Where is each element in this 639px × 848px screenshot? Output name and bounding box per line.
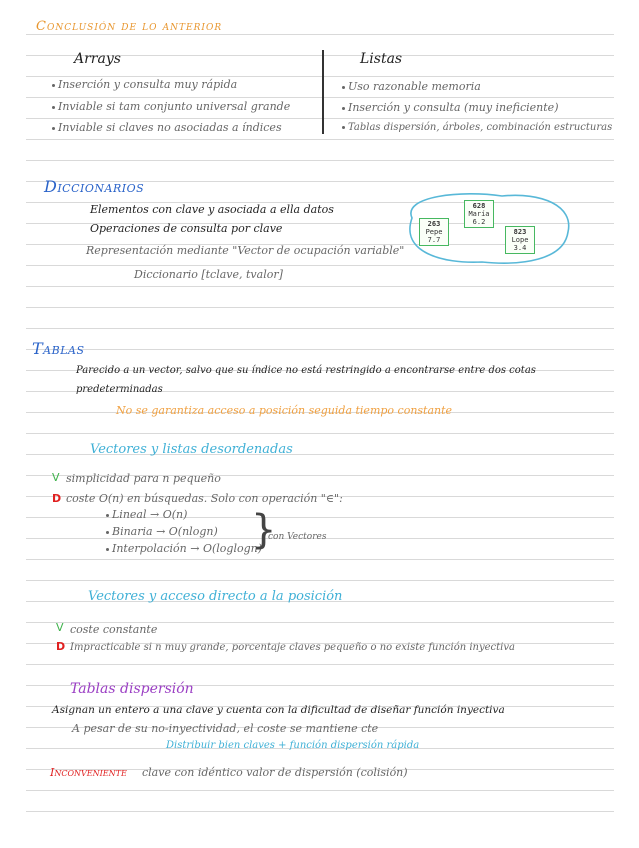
dict-entry-box (464, 200, 494, 228)
bullet-icon (106, 531, 109, 534)
dict-entry-name: Pepe (425, 228, 443, 236)
arrays-item-text: Inviable si tam conjunto universal grande (58, 100, 291, 113)
dict-entry-key: 628 (472, 202, 486, 210)
ruled-line (26, 160, 614, 161)
ruled-line (26, 139, 614, 140)
dict-entry-name: Lope (511, 236, 529, 244)
ruled-line (26, 790, 614, 791)
dict-entry-key: 823 (513, 228, 527, 236)
ruled-line (26, 307, 614, 308)
ruled-line (26, 76, 614, 77)
dict-entry-box (505, 226, 535, 254)
section-title-dispersion: Tablas dispersión (70, 681, 194, 697)
dict-entry-key: 263 (427, 220, 441, 228)
ruled-line (26, 97, 614, 98)
dict-entry-name: María (468, 210, 490, 218)
listas-item (342, 101, 559, 114)
dispersion-line: Asignan un entero a una clave y cuenta con la dificultad de diseñar función inyectiva (52, 704, 505, 716)
section-title-diccionarios: Diccionarios (44, 177, 145, 196)
bullet-icon (106, 514, 109, 517)
tablas-line: predeterminadas (76, 384, 163, 395)
listas-item-text: Inserción y consulta (muy ineficiente) (348, 101, 559, 114)
brace-label: con Vectores (268, 532, 327, 542)
listas-item-text: Uso razonable memoria (348, 80, 481, 93)
bullet-icon (106, 548, 109, 551)
column-divider (322, 50, 324, 134)
arrays-item-text: Inserción y consulta muy rápida (58, 78, 238, 91)
bullet-icon (342, 126, 345, 129)
diccionarios-line: Elementos con clave y asociada a ella datos (90, 203, 334, 216)
dict-entry-box (419, 218, 449, 246)
ruled-line (26, 664, 614, 665)
tablas-line: Parecido a un vector, salvo que su índice no está restringido a encontrarse entre dos cotas (76, 365, 536, 376)
ruled-line (26, 433, 614, 434)
advantage-text: coste constante (70, 623, 158, 636)
bullet-icon (342, 86, 345, 89)
inconvenience-text: clave con idéntico valor de dispersión (colisión) (142, 766, 408, 779)
arrays-item (52, 100, 290, 113)
subsection-title: Vectores y listas desordenadas (90, 442, 293, 457)
ruled-line (26, 286, 614, 287)
disadvantage-text: coste O(n) en búsquedas. Solo con operación "∈": (66, 492, 343, 505)
arrays-item (52, 78, 237, 91)
arrays-item (52, 121, 282, 134)
bullet-icon (342, 107, 345, 110)
diccionarios-line: Operaciones de consulta por clave (90, 222, 283, 235)
disadvantage-mark: D (52, 492, 62, 505)
ruled-line (26, 349, 614, 350)
ruled-line (26, 811, 614, 812)
complexity-item-text: Binaria → O(nlogn) (112, 525, 218, 538)
listas-item (342, 121, 612, 134)
arrays-item-text: Inviable si claves no asociadas a índices (58, 121, 282, 134)
disadvantage-text: Impracticable si n muy grande, porcentaje claves pequeño o no existe función inyectiva (70, 642, 515, 653)
listas-item (342, 80, 481, 93)
complexity-item (106, 525, 218, 538)
bullet-icon (52, 127, 55, 130)
bullet-icon (52, 84, 55, 87)
advantage-mark: V (52, 471, 60, 484)
subsection-title: Vectores y acceso directo a la posición (88, 589, 343, 604)
ruled-line (26, 580, 614, 581)
section-title-conclusion: Conclusión de lo anterior (36, 19, 223, 34)
brace-icon: } (251, 507, 277, 553)
diccionarios-line: Representación mediante "Vector de ocupación variable" (86, 244, 405, 257)
diccionarios-line: Diccionario [tclave, tvalor] (134, 268, 283, 281)
ruled-line (26, 118, 614, 119)
dispersion-line: Distribuir bien claves + función dispersión rápida (166, 740, 420, 751)
arrays-heading: Arrays (74, 51, 121, 67)
dict-entry-value: 6.2 (472, 218, 486, 226)
ruled-line (26, 559, 614, 560)
dispersion-line: A pesar de su no-inyectividad, el coste se mantiene cte (72, 722, 379, 735)
inconvenience-label: Inconveniente (50, 766, 127, 779)
disadvantage-mark: D (56, 640, 66, 653)
ruled-line (26, 34, 614, 35)
dict-entry-value: 3.4 (513, 244, 527, 252)
tablas-note: No se garantiza acceso a posición seguida tiempo constante (116, 404, 453, 417)
complexity-item (106, 508, 187, 521)
advantage-text: simplicidad para n pequeño (66, 472, 221, 485)
complexity-item-text: Interpolación → O(loglogn) (112, 542, 263, 555)
dict-entry-value: 7.7 (427, 236, 441, 244)
advantage-mark: V (56, 621, 64, 634)
section-title-tablas: Tablas (32, 339, 85, 358)
complexity-item (106, 542, 262, 555)
complexity-item-text: Lineal → O(n) (112, 508, 188, 521)
listas-item-text: Tablas dispersión, árboles, combinación estructuras (348, 122, 613, 133)
listas-heading: Listas (360, 51, 403, 67)
ruled-line (26, 328, 614, 329)
bullet-icon (52, 106, 55, 109)
